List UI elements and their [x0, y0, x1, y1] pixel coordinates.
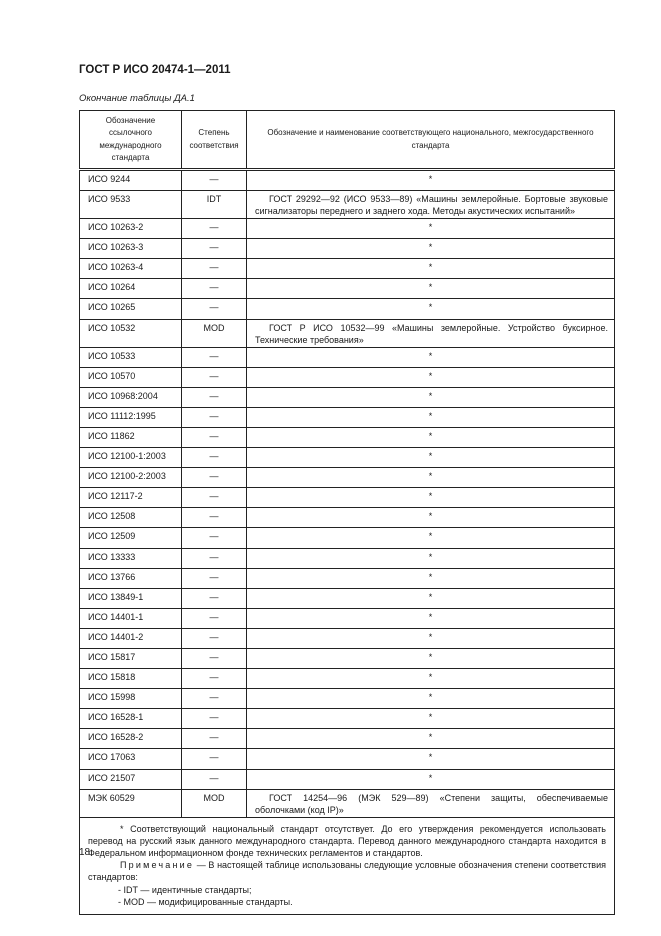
table-row	[80, 299, 615, 319]
degree-cell: —	[182, 299, 247, 319]
table-caption: Окончание таблицы ДА.1	[79, 93, 195, 104]
document-title: ГОСТ Р ИСО 20474-1—2011	[79, 64, 231, 76]
reference-standard-cell: ИСО 10968:2004	[80, 387, 182, 407]
degree-cell: —	[182, 628, 247, 648]
note-paragraph	[88, 859, 606, 883]
reference-standard-cell: ИСО 14401-2	[80, 628, 182, 648]
reference-standard-cell: ИСО 11112:1995	[80, 407, 182, 427]
reference-standard-cell: ИСО 13333	[80, 548, 182, 568]
reference-standard-cell: ИСО 17063	[80, 749, 182, 769]
degree-cell: —	[182, 709, 247, 729]
table-row	[80, 448, 615, 468]
standards-table	[79, 110, 615, 915]
footnote-text: * Соответствующий национальный стандарт отсутствует. До его утверждения рекомендуется использовать перевод на русский язык данного международного стандарта. Перевод данного международного стандарта находится в Федеральном информационном фонде технических регламентов и стандартов.	[88, 823, 606, 859]
table-row	[80, 669, 615, 689]
table-row	[80, 407, 615, 427]
table-row	[80, 367, 615, 387]
reference-standard-cell: ИСО 15817	[80, 648, 182, 668]
table-header-row	[80, 111, 615, 170]
page-number: 18	[79, 847, 91, 858]
degree-cell: —	[182, 387, 247, 407]
note-text: — В настоящей таблице использованы следующие условные обозначения степени соответствия стандартов:	[88, 860, 606, 883]
reference-standard-cell: ИСО 9244	[80, 170, 182, 191]
degree-cell: —	[182, 568, 247, 588]
table-row	[80, 709, 615, 729]
reference-standard-cell: ИСО 10532	[80, 319, 182, 347]
table-row	[80, 319, 615, 347]
note-item: - IDT — идентичные стандарты;	[118, 884, 252, 895]
degree-cell: —	[182, 669, 247, 689]
reference-standard-cell: ИСО 12100-1:2003	[80, 448, 182, 468]
table-row	[80, 749, 615, 769]
national-standard-cell: ГОСТ 29292—92 (ИСО 9533—89) «Машины землеройные. Бортовые звуковые сигнализаторы переднего и заднего хода. Методы акустических испытаний»	[247, 191, 615, 219]
table-row	[80, 219, 615, 239]
reference-standard-cell: ИСО 15818	[80, 669, 182, 689]
table-row	[80, 568, 615, 588]
national-standard-cell: *	[247, 367, 615, 387]
table-row	[80, 528, 615, 548]
national-standard-cell: *	[247, 588, 615, 608]
degree-cell: —	[182, 259, 247, 279]
reference-standard-cell: ИСО 21507	[80, 769, 182, 789]
national-standard-cell: *	[247, 259, 615, 279]
degree-cell: —	[182, 689, 247, 709]
degree-cell: —	[182, 769, 247, 789]
column-header-reference: Обозначение ссылочного международного стандарта	[80, 111, 182, 170]
reference-standard-cell: ИСО 14401-1	[80, 608, 182, 628]
table-row	[80, 387, 615, 407]
national-standard-cell: *	[247, 729, 615, 749]
national-standard-cell: *	[247, 279, 615, 299]
national-standard-cell: *	[247, 347, 615, 367]
reference-standard-cell: ИСО 16528-1	[80, 709, 182, 729]
degree-cell: —	[182, 729, 247, 749]
reference-standard-cell: МЭК 60529	[80, 789, 182, 817]
reference-standard-cell: ИСО 10264	[80, 279, 182, 299]
table-row	[80, 689, 615, 709]
degree-cell: —	[182, 219, 247, 239]
table-row	[80, 468, 615, 488]
table-row	[80, 588, 615, 608]
national-standard-cell: *	[247, 427, 615, 447]
degree-cell: —	[182, 347, 247, 367]
national-standard-cell: *	[247, 170, 615, 191]
notes-row	[80, 817, 615, 914]
degree-cell: —	[182, 608, 247, 628]
reference-standard-cell: ИСО 9533	[80, 191, 182, 219]
degree-cell: —	[182, 367, 247, 387]
reference-standard-cell: ИСО 12100-2:2003	[80, 468, 182, 488]
reference-standard-cell: ИСО 10263-3	[80, 239, 182, 259]
degree-cell: —	[182, 548, 247, 568]
reference-standard-cell: ИСО 12508	[80, 508, 182, 528]
table-row	[80, 191, 615, 219]
table-row	[80, 608, 615, 628]
degree-cell: —	[182, 588, 247, 608]
degree-cell: —	[182, 508, 247, 528]
table-row	[80, 170, 615, 191]
reference-standard-cell: ИСО 12509	[80, 528, 182, 548]
reference-standard-cell: ИСО 12117-2	[80, 488, 182, 508]
reference-standard-cell: ИСО 10263-2	[80, 219, 182, 239]
reference-standard-cell: ИСО 11862	[80, 427, 182, 447]
reference-standard-cell: ИСО 13849-1	[80, 588, 182, 608]
note-label: Примечание	[120, 860, 195, 871]
table-notes	[80, 817, 615, 914]
national-standard-cell: *	[247, 407, 615, 427]
table-row	[80, 279, 615, 299]
national-standard-cell: *	[247, 769, 615, 789]
table-row	[80, 259, 615, 279]
national-standard-cell: ГОСТ Р ИСО 10532—99 «Машины землеройные. Устройство буксирное. Технические требования»	[247, 319, 615, 347]
degree-cell: —	[182, 407, 247, 427]
national-standard-cell: *	[247, 669, 615, 689]
table-row	[80, 488, 615, 508]
national-standard-cell: *	[247, 568, 615, 588]
column-header-national: Обозначение и наименование соответствующего национального, межгосударственного стандарта	[247, 111, 615, 170]
degree-cell: —	[182, 488, 247, 508]
degree-cell: —	[182, 427, 247, 447]
reference-standard-cell: ИСО 10265	[80, 299, 182, 319]
table-row	[80, 769, 615, 789]
degree-cell: —	[182, 279, 247, 299]
table-row	[80, 427, 615, 447]
degree-cell: IDT	[182, 191, 247, 219]
table-row	[80, 239, 615, 259]
table-row	[80, 347, 615, 367]
note-item: - MOD — модифицированные стандарты.	[118, 896, 293, 907]
national-standard-cell: *	[247, 219, 615, 239]
national-standard-cell: *	[247, 749, 615, 769]
column-header-degree: Степень соответствия	[182, 111, 247, 170]
table-row	[80, 628, 615, 648]
table-row	[80, 548, 615, 568]
national-standard-cell: *	[247, 488, 615, 508]
national-standard-cell: *	[247, 299, 615, 319]
national-standard-cell: *	[247, 448, 615, 468]
national-standard-cell: *	[247, 508, 615, 528]
reference-standard-cell: ИСО 10570	[80, 367, 182, 387]
reference-standard-cell: ИСО 16528-2	[80, 729, 182, 749]
degree-cell: —	[182, 528, 247, 548]
national-standard-cell: *	[247, 239, 615, 259]
national-standard-cell: *	[247, 648, 615, 668]
reference-standard-cell: ИСО 10263-4	[80, 259, 182, 279]
national-standard-cell: *	[247, 528, 615, 548]
national-standard-cell: *	[247, 608, 615, 628]
table-row	[80, 508, 615, 528]
table-row	[80, 729, 615, 749]
reference-standard-cell: ИСО 15998	[80, 689, 182, 709]
degree-cell: —	[182, 648, 247, 668]
degree-cell: —	[182, 239, 247, 259]
national-standard-cell: *	[247, 387, 615, 407]
national-standard-cell: *	[247, 548, 615, 568]
national-standard-cell: *	[247, 709, 615, 729]
national-standard-cell: *	[247, 468, 615, 488]
reference-standard-cell: ИСО 13766	[80, 568, 182, 588]
national-standard-cell: *	[247, 689, 615, 709]
degree-cell: —	[182, 749, 247, 769]
degree-cell: —	[182, 448, 247, 468]
table-row	[80, 789, 615, 817]
degree-cell: MOD	[182, 789, 247, 817]
degree-cell: —	[182, 468, 247, 488]
reference-standard-cell: ИСО 10533	[80, 347, 182, 367]
national-standard-cell: ГОСТ 14254—96 (МЭК 529—89) «Степени защиты, обеспечиваемые оболочками (код IP)»	[247, 789, 615, 817]
national-standard-cell: *	[247, 628, 615, 648]
table-row	[80, 648, 615, 668]
degree-cell: —	[182, 170, 247, 191]
degree-cell: MOD	[182, 319, 247, 347]
